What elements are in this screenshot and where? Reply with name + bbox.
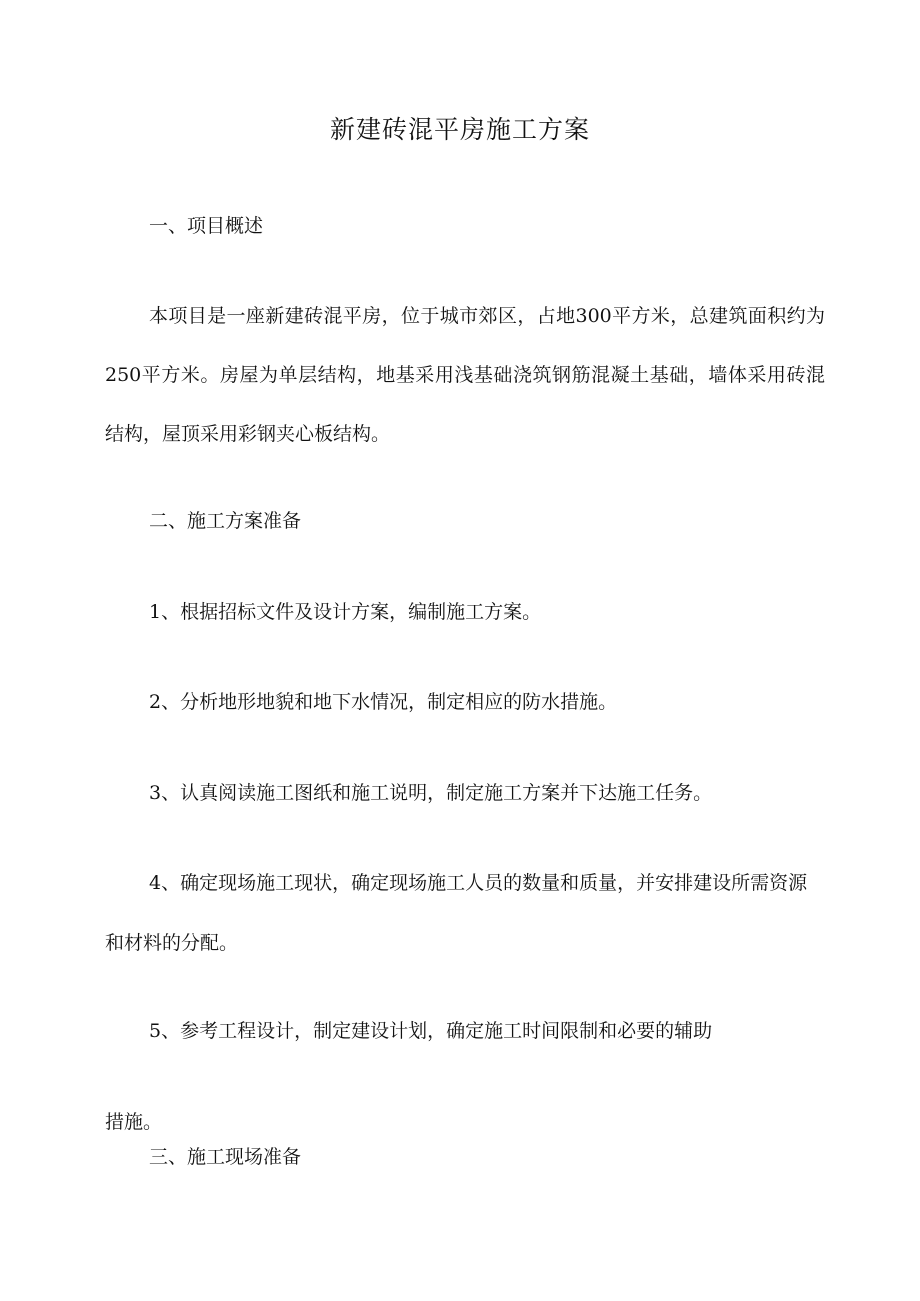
section-heading-overview: 一、项目概述 (149, 215, 264, 237)
preparation-item-5: 5、参考工程设计，制定建设计划，确定施工时间限制和必要的辅助 (149, 1020, 713, 1042)
document-title: 新建砖混平房施工方案 (329, 115, 590, 144)
section-heading-preparation: 二、施工方案准备 (149, 510, 302, 532)
overview-paragraph: 本项目是一座新建砖混平房，位于城市郊区，占地300平方米，总建筑面积约为250平方米。房屋为单层结构，地基采用浅基础浇筑钢筋混凝土基础，墙体采用砖混结构，屋顶采用彩钢夹心板结构。 (105, 305, 825, 445)
preparation-item-3: 3、认真阅读施工图纸和施工说明，制定施工方案并下达施工任务。 (149, 782, 713, 804)
preparation-item-5-continuation: 措施。 (105, 1111, 163, 1133)
section-heading-site-preparation: 三、施工现场准备 (149, 1146, 302, 1168)
preparation-item-1: 1、根据招标文件及设计方案，编制施工方案。 (149, 601, 542, 623)
preparation-item-4: 4、确定现场施工现状，确定现场施工人员的数量和质量，并安排建设所需资源和材料的分配。 (105, 872, 808, 954)
preparation-item-2: 2、分析地形地貌和地下水情况，制定相应的防水措施。 (149, 691, 618, 713)
